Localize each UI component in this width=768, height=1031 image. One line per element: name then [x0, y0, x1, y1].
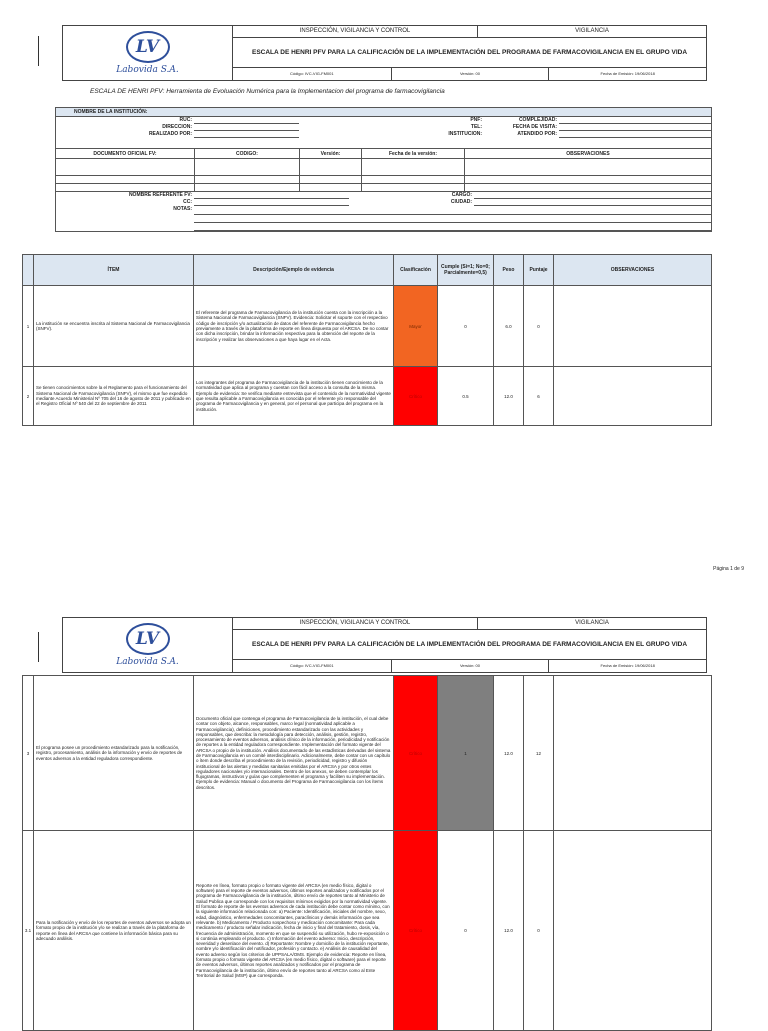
label-realizado: REALIZADO POR: — [148, 131, 192, 137]
institution-form — [55, 107, 712, 232]
puntaje-value: 0 — [523, 286, 553, 366]
classification-badge: Crítico — [393, 367, 437, 425]
field-notas[interactable] — [194, 215, 711, 223]
item-text: Para la notificación y envío de los reportes de eventos adversos se adopta un formato propio de la institución y/o se realizan a través de la plataforma de reporte en línea del ARCSA que contiene la información básica para su adecuado análisis. — [33, 831, 193, 1030]
field-notas[interactable] — [194, 206, 711, 215]
item-number: 1 — [26, 323, 30, 329]
field-ruc[interactable] — [194, 117, 299, 124]
col-observaciones: OBSERVACIONES — [464, 149, 711, 159]
field-fecha-visita[interactable] — [559, 124, 711, 131]
label-complejidad: COMPLEJIDAD: — [518, 117, 557, 123]
item-description: Reporte en línea, formato propio o formato vigente del ARCSA (en medio físico, digital o software) para el reporte de eventos adversos, últimos reportes analizados y notificados por el programa de Farmacovigilancia de la institución, último envío de reportes tanto al Ministerio de Salud Publica que corresponde con los requisitos mínimos exigidos por la normatividad vigente. El formato de reporte de los eventos adversos de cada institución debe contar como mínimo, con la siguiente información relacionada con: a) Paciente: Identificación, iniciales del nombre, sexo, edad, diagnóstico, enfermedades concomitantes, paraclínicos y demás información que sea relevante. b) Medicamento / Producto sospechoso y medicación concomitante: Para cada medicamento / producto señalar indicación, fecha de inicio y final del tratamiento, dosis, vía, frecuencia de administración, momento en que se suspendió su utilización, hubo re-exposición o si continúa empleando el producto. c) Información del evento adverso: Inicio, descripción, severidad y desenlace del evento. d) Reportante: Nombre y domicilio de la institución reportante, nombre y/o identificación del notificador, profesión y contacto. e) Análisis de causalidad del evento adverso según los criterios de UPPSALA/OMS. Ejemplo de evidencia: Reporte en línea, formato propio o formato vigente del ARCSA (en medio físico, digital o software) para el reporte de eventos adversos, últimos reportes analizados y notificados por el programa de Farmacovigilancia de la institución, último envío de reportes tanto al ARCSA como al Ente Territorial de Salud (MSP) que corresponda. — [193, 831, 393, 1030]
col-item: ÍTEM — [33, 255, 193, 285]
puntaje-value: 12 — [523, 676, 553, 830]
table-row — [23, 675, 711, 830]
item-number: 3 — [26, 750, 30, 756]
page-number: Página 1 de 9 — [713, 566, 744, 572]
document-table — [56, 148, 711, 192]
company-logo — [63, 618, 233, 672]
observaciones-cell[interactable] — [553, 831, 711, 1030]
field-notas[interactable] — [194, 223, 711, 231]
document-title: ESCALA DE HENRI PFV PARA LA CALIFICACIÓN DE LA IMPLEMENTACIÓN DEL PROGRAMA DE FARMACOVIGILANCIA EN EL GRUPO VIDA — [233, 630, 706, 660]
label-pnf: PNF: — [470, 117, 482, 123]
col-descripcion: Descripción/Ejemplo de evidencia — [193, 255, 393, 285]
label-notas: NOTAS: — [173, 206, 192, 212]
logo-text: Labovida S.A. — [116, 65, 179, 75]
table-row — [23, 285, 711, 366]
label-ciudad: CIUDAD: — [450, 199, 472, 205]
peso-value: 12.0 — [493, 676, 523, 830]
page-edge-bar — [38, 36, 39, 66]
table-row — [23, 830, 711, 1030]
item-description: El referente del programa de Farmacovigilancia de la institución cuenta con la inscripción a la Sistema Nacional de Farmacovigilancia (SNFV). Evidencia: Solicitar el soporte con el respectivo código de inscripción y/o actualización de datos del referente de Farmacovigilancia hecho previamente a través de la plataforma de reporte en línea dispuesta por el ARCSA. De no contar con dicha inscripción, brindar la información respectiva para la obtención del reporte de la inscripción y realizar las observaciones a que haya lugar en el Acta. — [193, 286, 393, 366]
subtitle: ESCALA DE HENRI PFV: Herramienta de Evoluación Numérica para la Implementacion del programa de farmacovigilancia — [90, 88, 445, 95]
col-doc-oficial: DOCUMENTO OFICIAL FV: — [93, 151, 157, 157]
page-edge-bar — [38, 632, 39, 662]
observaciones-cell[interactable] — [553, 676, 711, 830]
label-atendido: ATENDIDO POR: — [517, 131, 557, 137]
field-referente[interactable] — [194, 192, 349, 199]
doc-code: Código: IVC-VIG-FM001 — [290, 71, 334, 76]
observaciones-cell[interactable] — [553, 367, 711, 425]
table-row — [23, 366, 711, 425]
doc-version: Versión: 00 — [391, 660, 549, 672]
item-text: La institución se encuentra inscrita al Sistema Nacional de Farmacovigilancia (SNFV). — [33, 286, 193, 366]
cumple-value[interactable]: 1 — [437, 676, 493, 830]
field-ciudad[interactable] — [474, 199, 711, 206]
label-ruc: RUC: — [179, 117, 192, 123]
col-clasificacion: Clasificación — [393, 255, 437, 285]
peso-value: 12.0 — [493, 831, 523, 1030]
field-cargo[interactable] — [474, 192, 711, 199]
peso-value: 6.0 — [493, 286, 523, 366]
section-left: INSPECCIÓN, VIGILANCIA Y CONTROL — [233, 618, 478, 629]
section-right: VIGILANCIA — [575, 620, 609, 626]
logo-mark: LV — [126, 31, 170, 63]
item-text: El programa posee un procedimiento estandarizado para la notificación, registro, procesamiento, análisis de la información y envío de reportes de eventos adversos a la entidad reguladora correspondiente. — [33, 676, 193, 830]
col-version: Versión: — [299, 149, 361, 159]
item-description: Documento oficial que contenga el programa de Farmacovigilancia de la institución, el cual debe contar con objeto, alcance, responsables, marco legal (normatividad aplicable a Farmacovigilancia), definiciones, procedimiento estandarizado con las actividades y responsables, que describa: la metodología para detección, análisis, gestión, registro, procesamiento de eventos adversos, análisis clínico de la información, periodicidad y notificación de reportes a la entidad reguladora correspondiente. Implementación del formato vigente del ARCSA o propio de la institución. Análisis documentado de las estadísticas derivadas del sistema de Farmacovigilancia en un comité interdisciplinario. Adicionalmente, debe contar con un capítulo o ítem donde describa el procedimiento de la revisión, periodicidad, registro y difusión institucional de las alertas y medidas sanitarias emitidas por el ARCSA y por otros entes reguladores nacionales y/o internacionales. Dentro de los anexos, se deben contemplar los flujogramas, instructivos y guías que complementen el programa y faciliten su implementación. Ejemplo de evidencia: Manual o documento del Programa de Farmacovigilancia con los ítems descritos. — [193, 676, 393, 830]
field-atendido[interactable] — [559, 131, 711, 138]
form-head: NOMBRE DE LA INSTITUCIÓN: — [56, 108, 711, 117]
page-header — [62, 617, 707, 673]
items-table — [22, 675, 712, 1031]
col-observaciones: OBSERVACIONES — [553, 255, 711, 285]
doc-code: Código: IVC-VIG-FM001 — [290, 663, 334, 668]
company-logo — [63, 26, 233, 80]
cumple-value[interactable]: 0 — [437, 831, 493, 1030]
document-title: ESCALA DE HENRI PFV PARA LA CALIFICACIÓN DE LA IMPLEMENTACIÓN DEL PROGRAMA DE FARMACOVIGILANCIA EN EL GRUPO VIDA — [233, 38, 706, 68]
table-row[interactable] — [56, 184, 711, 192]
label-referente: NOMBRE REFERENTE FV: — [128, 192, 192, 198]
classification-badge: Crítico — [393, 831, 437, 1030]
logo-mark: LV — [126, 623, 170, 655]
page-header — [62, 25, 707, 81]
field-complejidad[interactable] — [559, 117, 711, 124]
puntaje-value: 0 — [523, 831, 553, 1030]
section-right: VIGILANCIA — [575, 28, 609, 34]
label-institucion: INSTITUCION: — [448, 131, 482, 137]
table-row[interactable] — [56, 159, 711, 176]
label-cc: CC: — [183, 199, 192, 205]
doc-date: Fecha de Emisión: 19/06/2018 — [548, 68, 706, 80]
item-number: 2 — [26, 393, 30, 399]
col-codigo: CODIGO: — [194, 149, 299, 159]
cumple-value[interactable]: 0 — [437, 286, 493, 366]
doc-version: Versión: 00 — [391, 68, 549, 80]
label-direccion: DIRECCION: — [162, 124, 192, 130]
col-fecha-version: Fecha de la versión: — [361, 149, 464, 159]
col-peso: Peso — [493, 255, 523, 285]
cumple-value[interactable]: 0.5 — [437, 367, 493, 425]
puntaje-value: 6 — [523, 367, 553, 425]
doc-date: Fecha de Emisión: 19/06/2018 — [548, 660, 706, 672]
field-realizado[interactable] — [194, 131, 299, 138]
logo-text: Labovida S.A. — [116, 657, 179, 667]
label-tel: TEL: — [470, 124, 482, 130]
label-fecha-visita: FECHA DE VISITA: — [512, 124, 557, 130]
col-cumple: Cumple (Si=1; No=0; Parcialmente=0,5) — [437, 255, 493, 285]
observaciones-cell[interactable] — [553, 286, 711, 366]
item-description: Los integrantes del programa de Farmacovigilancia de la institución tienen conocimiento de la normatividad que aplica al programa y cuentan con fácil acceso a la consulta de la misma. Ejemplo de evidencia: Se verifica mediante entrevista que el contenido de la normatividad vigente que resulta aplicable a Farmacovigilancia es conocida por el referente y/o responsable del programa de Farmacovigilancia y en general, por el personal que participa del programa en la institución. — [193, 367, 393, 425]
field-cc[interactable] — [194, 199, 349, 206]
field-direccion[interactable] — [194, 124, 299, 131]
item-text: Se tienen conocimientos sobre la el Reglamento para el funcionamiento del Sistema Nacional de Farmacovigilancia (SNFV), el mismo que fue expedido mediante Acuerdo Ministerial Nº 705 del 16 de agosto de 2011 y publicado en el Registro Oficial Nº 540 del 22 de septiembre de 2011 — [33, 367, 193, 425]
table-row[interactable] — [56, 176, 711, 184]
classification-badge: Mayor — [393, 286, 437, 366]
section-left: INSPECCIÓN, VIGILANCIA Y CONTROL — [233, 26, 478, 37]
classification-badge: Crítico — [393, 676, 437, 830]
peso-value: 12.0 — [493, 367, 523, 425]
col-puntaje: Puntaje — [523, 255, 553, 285]
items-table — [22, 254, 712, 426]
item-number: 3.1 — [24, 928, 32, 933]
label-cargo: CARGO: — [451, 192, 472, 198]
